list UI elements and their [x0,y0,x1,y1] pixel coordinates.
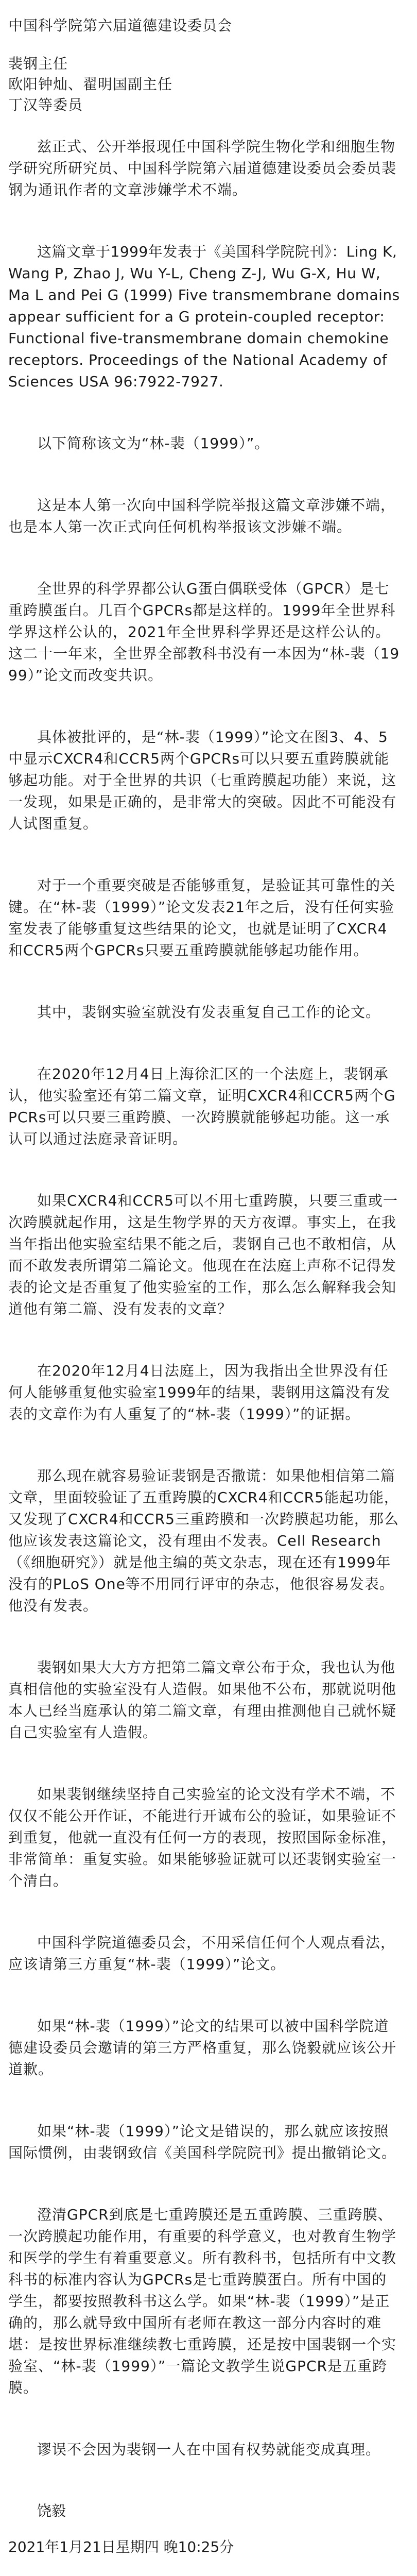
body-paragraph: 兹正式、公开举报现任中国科学院生物化学和细胞生物学研究所研究员、中国科学院第六届道德建设委员会委员裴钢为通讯作者的文章涉嫌学术不端。 [8,138,397,198]
body-paragraph: 如果CXCR4和CCR5可以不用七重跨膜，只要三重或一次跨膜就起作用，这是生物学界的天方夜谭。事实上，在我当年指出他实验室结果不能之后，裴钢自己也不敢相信，从而不敢发表所谓第二篇论文。他现在在法庭上声称不记得发表的论文是否重复了他实验室的工作，那么怎么解释我会知道他有第二篇、没有发表的文章？ [8,1192,398,1317]
timestamp: 2021年1月21日星期四 晚10:25分 [8,2538,234,2555]
body-paragraph: 这是本人第一次向中国科学院举报这篇文章涉嫌不端，也是本人第一次正式向任何机构举报该文涉嫌不端。 [8,497,396,535]
salutation-block [8,54,402,115]
salutation-line: 丁汉等委员 [8,96,83,113]
body-paragraph: 中国科学院道德委员会，不用采信任何个人观点看法，应该请第三方重复“林-裴（1999）”论文。 [8,1934,396,1973]
body-paragraph: 如果“林-裴（1999）”论文是错误的，那么就应该按照国际惯例，由裴钢致信《美国科学院院刊》提出撤销论文。 [8,2123,397,2161]
body-paragraph: 其中，裴钢实验室就没有发表重复自己工作的论文。 [37,1004,381,1021]
addressee-title: 中国科学院第六届道德建设委员会 [8,17,233,34]
body-paragraph: 具体被批评的，是“林-裴（1999）”论文在图3、4、5中显示CXCR4和CCR5两个GPCRs可以只要五重跨膜就能够起功能。对于全世界的共识（七重跨膜起功能）来说，这一发现，如果是正确的，是非常大的突破。因此不可能没有人试图重复。 [8,728,397,832]
body-paragraph: 在2020年12月4日上海徐汇区的一个法庭上，裴钢承认，他实验室还有第二篇文章，证明CXCR4和CCR5两个GPCRs可以只要三重跨膜、一次跨膜就能够起功能。这一承认可以通过法庭录音证明。 [8,1065,396,1147]
body-paragraph: 对于一个重要突破是否能够重复，是验证其可靠性的关键。在“林-裴（1999）”论文发表21年之后，没有任何实验室发表了能够重复这些结果的论文，也就是证明了CXCR4和CCR5两个GPCRs只要五重跨膜就能够起功能作用。 [8,877,396,959]
salutation-line: 裴钢主任 [8,55,68,72]
body-paragraph: 澄清GPCR到底是七重跨膜还是五重跨膜、三重跨膜、一次跨膜起功能作用，有重要的科学意义，也对教育生物学和医学的学生有着重要意义。所有教科书，包括所有中文教科书的标准内容认为GPCRs是七重跨膜蛋白。所有中国的学生，都要按照教科书这么学。如果“林-裴（1999）”是正确的，那么就导致中国所有老师在教这一部分内容时的难堪：是按世界标准继续教七重跨膜，还是按中国裴钢一个实验室、“林-裴（1999）”一篇论文教学生说GPCR是五重跨膜。 [8,2206,397,2396]
body-paragraph: 谬误不会因为裴钢一人在中国有权势就能变成真理。 [37,2441,381,2458]
body-paragraph: 如果“林-裴（1999）”论文的结果可以被中国科学院道德建设委员会邀请的第三方严格重复，那么饶毅就应该公开道歉。 [8,2018,397,2078]
signature: 饶毅 [37,2502,66,2519]
body-paragraph: 裴钢如果大大方方把第二篇文章公布于众，我也认为他真相信他的实验室没有人造假。如果他不公布，那就说明他本人已经当庭承认的第二篇文章，有理由推测他自己就怀疑自己实验室有人造假。 [8,1659,397,1741]
body-paragraph: 在2020年12月4日法庭上，因为我指出全世界没有任何人能够重复他实验室1999年的结果，裴钢用这篇没有发表的文章作为有人重复了的“林-裴（1999）”的证据。 [8,1362,391,1422]
body-paragraph: 如果裴钢继续坚持自己实验室的论文没有学术不端，不仅仅不能公开作证，不能进行开诚布公的验证，如果验证不到重复，他就一直没有任何一方的表现，按照国际金标准，非常简单：重复实验。如果能够验证就可以还裴钢实验室一个清白。 [8,1786,397,1889]
letter-body [8,136,402,2461]
body-paragraph: 那么现在就容易验证裴钢是否撒谎：如果他相信第二篇文章，里面较验证了五重跨膜的CXCR4和CCR5能起功能，又发现了CXCR4和CCR5三重跨膜和一次跨膜起功能，那么他应该发表这篇论文，没有理由不发表。Cell Research（《细胞研究》）就是他主编的英文杂志，现在还有1999年没有的PLoS One等不用同行评审的杂志，他很容易发表。他没有发表。 [8,1467,399,1614]
salutation-line: 欧阳钟灿、翟明国副主任 [8,76,173,93]
body-paragraph: 以下简称该文为“林-裴（1999）”。 [37,435,270,452]
body-paragraph: 这篇文章于1999年发表于《美国科学院院刊》：Ling K, Wang P, Zhao J, Wu Y-L, Cheng Z-J, Wu G-X, Hu W, Ma L and Pei G (1999) Five transmembrane domains appear sufficient for a G protein-coupled receptor: Functional five-transmembrane domain chemokine receptors. Proceedings of the National Academy of Sciences USA 96:7922-7927. [8,243,400,390]
body-paragraph: 全世界的科学界都公认G蛋白偶联受体（GPCR）是七重跨膜蛋白。几百个GPCRs都是这样的。1999年全世界科学界这样公认的，2021年全世界科学界还是这样公认的。这二十一年来，全世界全部教科书没有一本因为“林-裴（1999）”论文而改变共识。 [8,580,400,684]
